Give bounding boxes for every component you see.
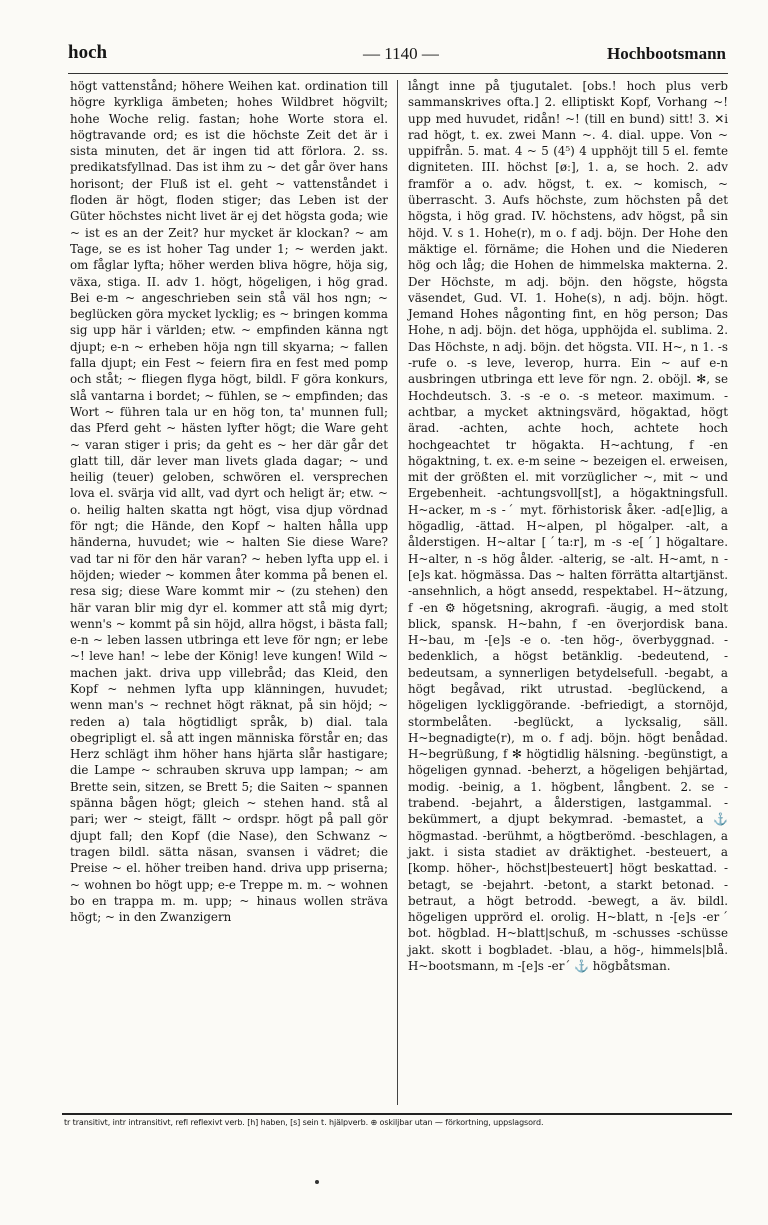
page-mark-dot	[315, 1180, 319, 1184]
abbreviation-footnote: tr transitivt, intr intransitivt, refl reflexivt verb. [h] haben, [s] sein t. hjälpverb. ⊕ oskiljbar utan ⁓ förkortning, uppslagsord.	[64, 1118, 544, 1127]
page-number: — 1140 —	[363, 44, 439, 63]
left-column	[70, 78, 388, 925]
column-divider	[397, 80, 398, 1105]
right-running-headword: Hochbootsmann	[606, 44, 726, 63]
left-column-text: högt vattenstånd; höhere Weihen kat. ordination till högre kyrkliga ämbeten; hohes Wildbret högvilt; hohe Woche relig. fastan; hohe Worte stora el. högtravande ord; es ist die höchste Zeit det är i sista minuten, det är ingen tid att förlora. 2. ss. predikatsfyllnad. Das ist ihm zu ~ det går över hans horisont; der Fluß ist el. geht ~ vattenståndet i floden är högt, floden stiger; das Leben ist der Güter höchstes nicht livet är ej det högsta goda; wie ~ ist es an der Zeit? hur mycket är klockan? ~ am Tage, se es ist hoher Tag under 1; ~ werden jakt. om fåglar lyfta; höher werden bliva högre, höja sig, växa, stiga. II. adv 1. högt, högeligen, i hög grad. Bei e-m ~ angeschrieben sein stå väl hos ngn; ~ beglücken göra mycket lycklig; es ~ bringen komma sig upp här i världen; etw. ~ empfinden känna ngt djupt; e-n ~ erheben höja ngn till skyarna; ~ fallen falla djupt; ein Fest ~ feiern fira en fest med pomp och ståt; ~ fliegen flyga högt, bildl. F göra konkurs, slå vantarna i bordet; ~ fühlen, se ~ empfinden; das Wort ~ führen tala ur en hög ton, ta' munnen full; das Pferd geht ~ hästen lyfter högt; die Ware geht ~ varan stiger i pris; da geht es ~ her där går det glatt till, där lever man livets glada dagar; ~ und heilig (teuer) geloben, schwören el. versprechen lova el. svärja vid allt, vad dyrt och heligt är; etw. ~ o. heilig halten skatta ngt högt, visa djup vördnad för ngt; die Hände, den Kopf ~ halten hålla upp händerna, huvudet; wie ~ halten Sie diese Ware? vad tar ni för den här varan? ~ heben lyfta upp el. i höjden; wieder ~ kommen åter komma på benen el. resa sig; diese Ware kommt mir ~ (zu stehen) den här varan blir mig dyr el. kommer att stå mig dyrt; wenn's ~ kommt på sin höjd, allra högst, i bästa fall; e-n ~ leben lassen utbringa ett leve för ngn; er lebe ~! leve han! ~ lebe der König! leve kungen! Wild ~ machen jakt. driva upp villebråd; das Kleid, den Kopf ~ nehmen lyfta upp klänningen, huvudet; wenn man's ~ rechnet högt räknat, på sin höjd; ~ reden a) tala högtidligt språk, b) dial. tala obegripligt el. så att ingen människa förstår en; das Herz schlägt ihm höher hans hjärta slår hastigare; die Lampe ~ schrauben skruva upp lampan; ~ am Brette sein, sitzen, se Brett 5; die Saiten ~ spannen spänna bågen högt; gleich ~ stehen hand. stå al pari; wer ~ steigt, fällt ~ ordspr. högt på pall gör djupt fall; den Kopf (die Nase), den Schwanz ~ tragen bildl. sätta näsan, svansen i vädret; die Preise ~ el. höher treiben hand. driva upp priserna; ~ wohnen bo högt upp; e-e Treppe m. m. ~ wohnen bo en trappa m. m. upp; ~ hinaus wollen sträva högt; ~ in den Zwanzigern	[70, 79, 388, 925]
footnote-rule	[62, 1113, 732, 1115]
left-running-headword: hoch	[68, 42, 108, 63]
page-header	[68, 42, 728, 72]
right-column-text: långt inne på tjugutalet. [obs.! hoch plus verb sammanskrives ofta.] 2. elliptiskt Kopf, Vorhang ~! upp med huvudet, ridån! ~! (till en bund) sitt! 3. ✕i rad högt, t. ex. zwei Mann ~. 4. dial. uppe. Von ~ uppifrån. 5. mat. 4 ~ 5 (4⁵) 4 upphöjt till 5 el. femte digniteten. III. höchst [øː], 1. a, se hoch. 2. adv framför a o. adv. högst, t. ex. ~ komisch, ~ überrascht. 3. Aufs höchste, zum höchsten på det högsta, i hög grad. IV. höchstens, adv högst, på sin höjd. V. s 1. Hohe(r), m o. f adj. böjn. Der Hohe den mäktige el. förnäme; die Hohen und die Niederen hög och låg; die Hohen de himmelska makterna. 2. Der Höchste, m adj. böjn. den högste, högsta väsendet, Gud. VI. 1. Hohe(s), n adj. böjn. högt. Jemand Hohes någonting fint, en hög person; Das Hohe, n adj. böjn. det höga, upphöjda el. sublima. 2. Das Höchste, n adj. böjn. det högsta. VII. H~, n 1. -s -rufe o. -s leve, leverop, hurra. Ein ~ auf e-n ausbringen utbringa ett leve för ngn. 2. oböjl. ✻, se Hochdeutsch. 3. -s -e o. -s meteor. maximum. -achtbar, a mycket aktningsvärd, högaktad, högt ärad. -achten, achte hoch, achtete hoch hochgeachtet tr högakta. H~achtung, f -en högaktning, t. ex. e-m seine ~ bezeigen el. erweisen, mit der größten el. mit vorzüglicher ~, mit ~ und Ergebenheit. -achtungsvoll[st], a högaktningsfull. H~acker, m -s -ˊ myt. förhistorisk åker. -ad[e]lig, a högadlig, -ättad. H~alpen, pl högalper. -alt, a ålderstigen. H~altar [ˊta:r], m -s -e[ˊ] högaltare. H~alter, n -s hög ålder. -alterig, se -alt. H~amt, n -[e]s kat. högmässa. Das ~ halten förrätta altartjänst. -ansehnlich, a högt ansedd, respektabel. H~ätzung, f -en ⚙ högetsning, akrografi. -äugig, a med stolt blick, spansk. H~bahn, f -en överjordisk bana. H~bau, m -[e]s -e o. -ten hög-, överbyggnad. -bedenklich, a högst betänklig. -bedeutend, -bedeutsam, a synnerligen betydelsefull. -begabt, a högt begåvad, rikt utrustad. -beglückend, a högeligen lyckliggörande. -befriedigt, a stornöjd, stormbelåten. -beglückt, a lycksalig, säll. H~begnadigte(r), m o. f adj. böjn. högt benådad. H~begrüßung, f ✻ högtidlig hälsning. -begünstigt, a högeligen gynnad. -beherzt, a högeligen behjärtad, modig. -beinig, a 1. högbent, långbent. 2. se -trabend. -bejahrt, a ålderstigen, lastgammal. -bekümmert, a djupt bekymrad. -bemastet, a ⚓ högmastad. -berühmt, a högtberömd. -beschlagen, a jakt. i sista stadiet av dräktighet. -besteuert, a [komp. höher-, höchst|besteuert] högt beskattad. -betagt, se -bejahrt. -betont, a starkt betonad. -betraut, a högt betrodd. -bewegt, a äv. bildl. högeligen upprörd el. orolig. H~blatt, n -[e]s -erˊ bot. högblad. H~blatt|schuß, m -schusses -schüsse jakt. skott i bogbladet. -blau, a hög-, himmels|blå. H~bootsmann, m -[e]s -erˊ ⚓ högbåtsman.	[408, 79, 728, 974]
header-rule	[68, 73, 728, 74]
right-column	[408, 78, 728, 974]
